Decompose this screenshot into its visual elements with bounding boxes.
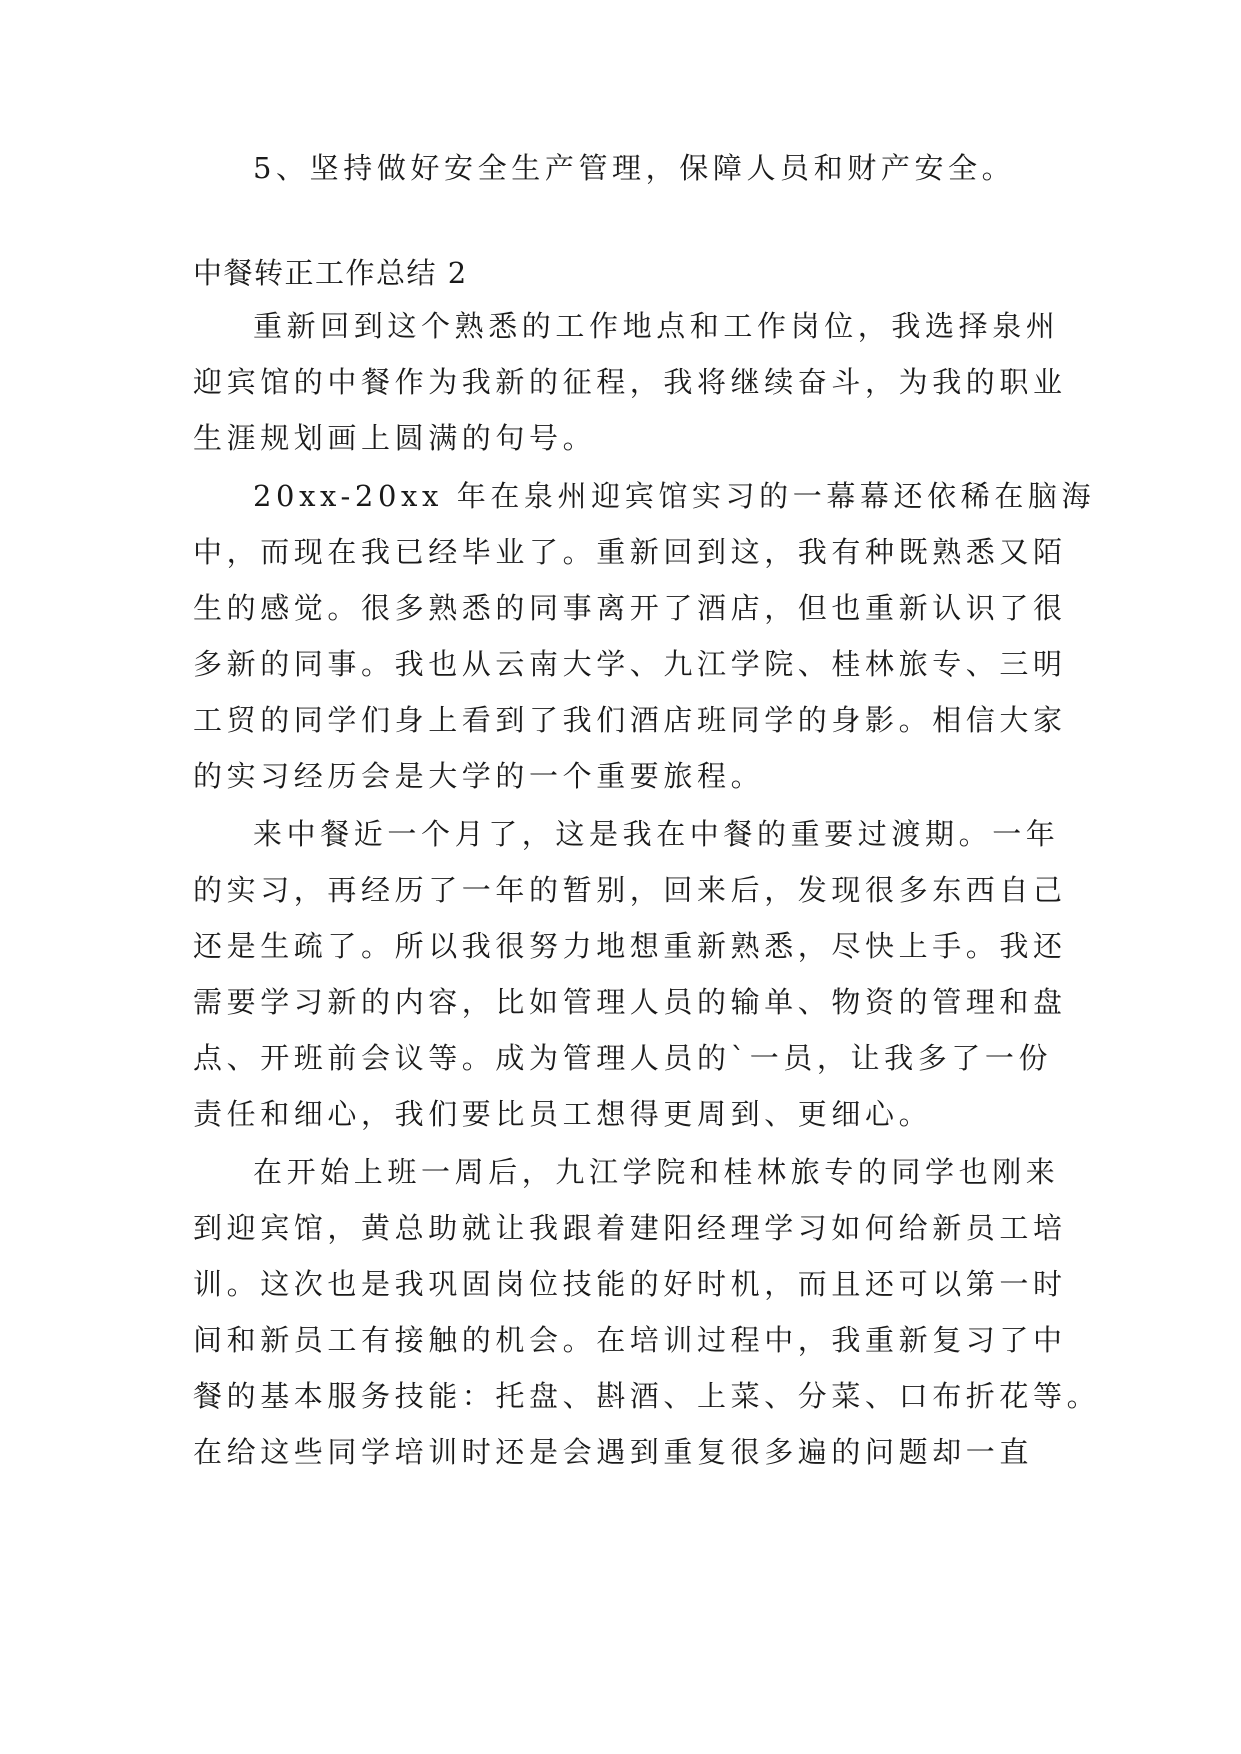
paragraph-1-line-2: 迎宾馆的中餐作为我新的征程，我将继续奋斗，为我的职业 bbox=[193, 365, 1067, 399]
paragraph-2-line-6: 的实习经历会是大学的一个重要旅程。 bbox=[193, 759, 765, 793]
paragraph-3-line-1: 来中餐近一个月了，这是我在中餐的重要过渡期。一年 bbox=[253, 817, 1060, 851]
paragraph-2-line-1: 20xx-20xx 年在泉州迎宾馆实习的一幕幕还依稀在脑海 bbox=[253, 479, 1096, 513]
paragraph-4-line-1: 在开始上班一周后，九江学院和桂林旅专的同学也刚来 bbox=[253, 1155, 1060, 1189]
paragraph-4-line-4: 间和新员工有接触的机会。在培训过程中，我重新复习了中 bbox=[193, 1323, 1067, 1357]
paragraph-3-line-4: 需要学习新的内容，比如管理人员的输单、物资的管理和盘 bbox=[193, 985, 1067, 1019]
paragraph-3-line-5: 点、开班前会议等。成为管理人员的`一员，让我多了一份 bbox=[193, 1041, 1053, 1075]
paragraph-2-line-3: 生的感觉。很多熟悉的同事离开了酒店，但也重新认识了很 bbox=[193, 591, 1067, 625]
paragraph-2-line-5: 工贸的同学们身上看到了我们酒店班同学的身影。相信大家 bbox=[193, 703, 1067, 737]
paragraph-3-line-3: 还是生疏了。所以我很努力地想重新熟悉，尽快上手。我还 bbox=[193, 929, 1067, 963]
paragraph-4-line-3: 训。这次也是我巩固岗位技能的好时机，而且还可以第一时 bbox=[193, 1267, 1067, 1301]
paragraph-3-line-6: 责任和细心，我们要比员工想得更周到、更细心。 bbox=[193, 1097, 933, 1131]
list-item-5: 5、坚持做好安全生产管理，保障人员和财产安全。 bbox=[253, 151, 1016, 185]
paragraph-1-line-3: 生涯规划画上圆满的句号。 bbox=[193, 421, 597, 455]
paragraph-2-line-4: 多新的同事。我也从云南大学、九江学院、桂林旅专、三明 bbox=[193, 647, 1067, 681]
paragraph-4-line-6: 在给这些同学培训时还是会遇到重复很多遍的问题却一直 bbox=[193, 1435, 1034, 1469]
paragraph-4-line-5: 餐的基本服务技能：托盘、斟酒、上菜、分菜、口布折花等。 bbox=[193, 1379, 1101, 1413]
paragraph-2-line-2: 中，而现在我已经毕业了。重新回到这，我有种既熟悉又陌 bbox=[193, 535, 1067, 569]
section-title: 中餐转正工作总结 2 bbox=[193, 256, 468, 290]
paragraph-4-line-2: 到迎宾馆，黄总助就让我跟着建阳经理学习如何给新员工培 bbox=[193, 1211, 1067, 1245]
paragraph-1-line-1: 重新回到这个熟悉的工作地点和工作岗位，我选择泉州 bbox=[253, 309, 1060, 343]
paragraph-3-line-2: 的实习，再经历了一年的暂别，回来后，发现很多东西自己 bbox=[193, 873, 1067, 907]
